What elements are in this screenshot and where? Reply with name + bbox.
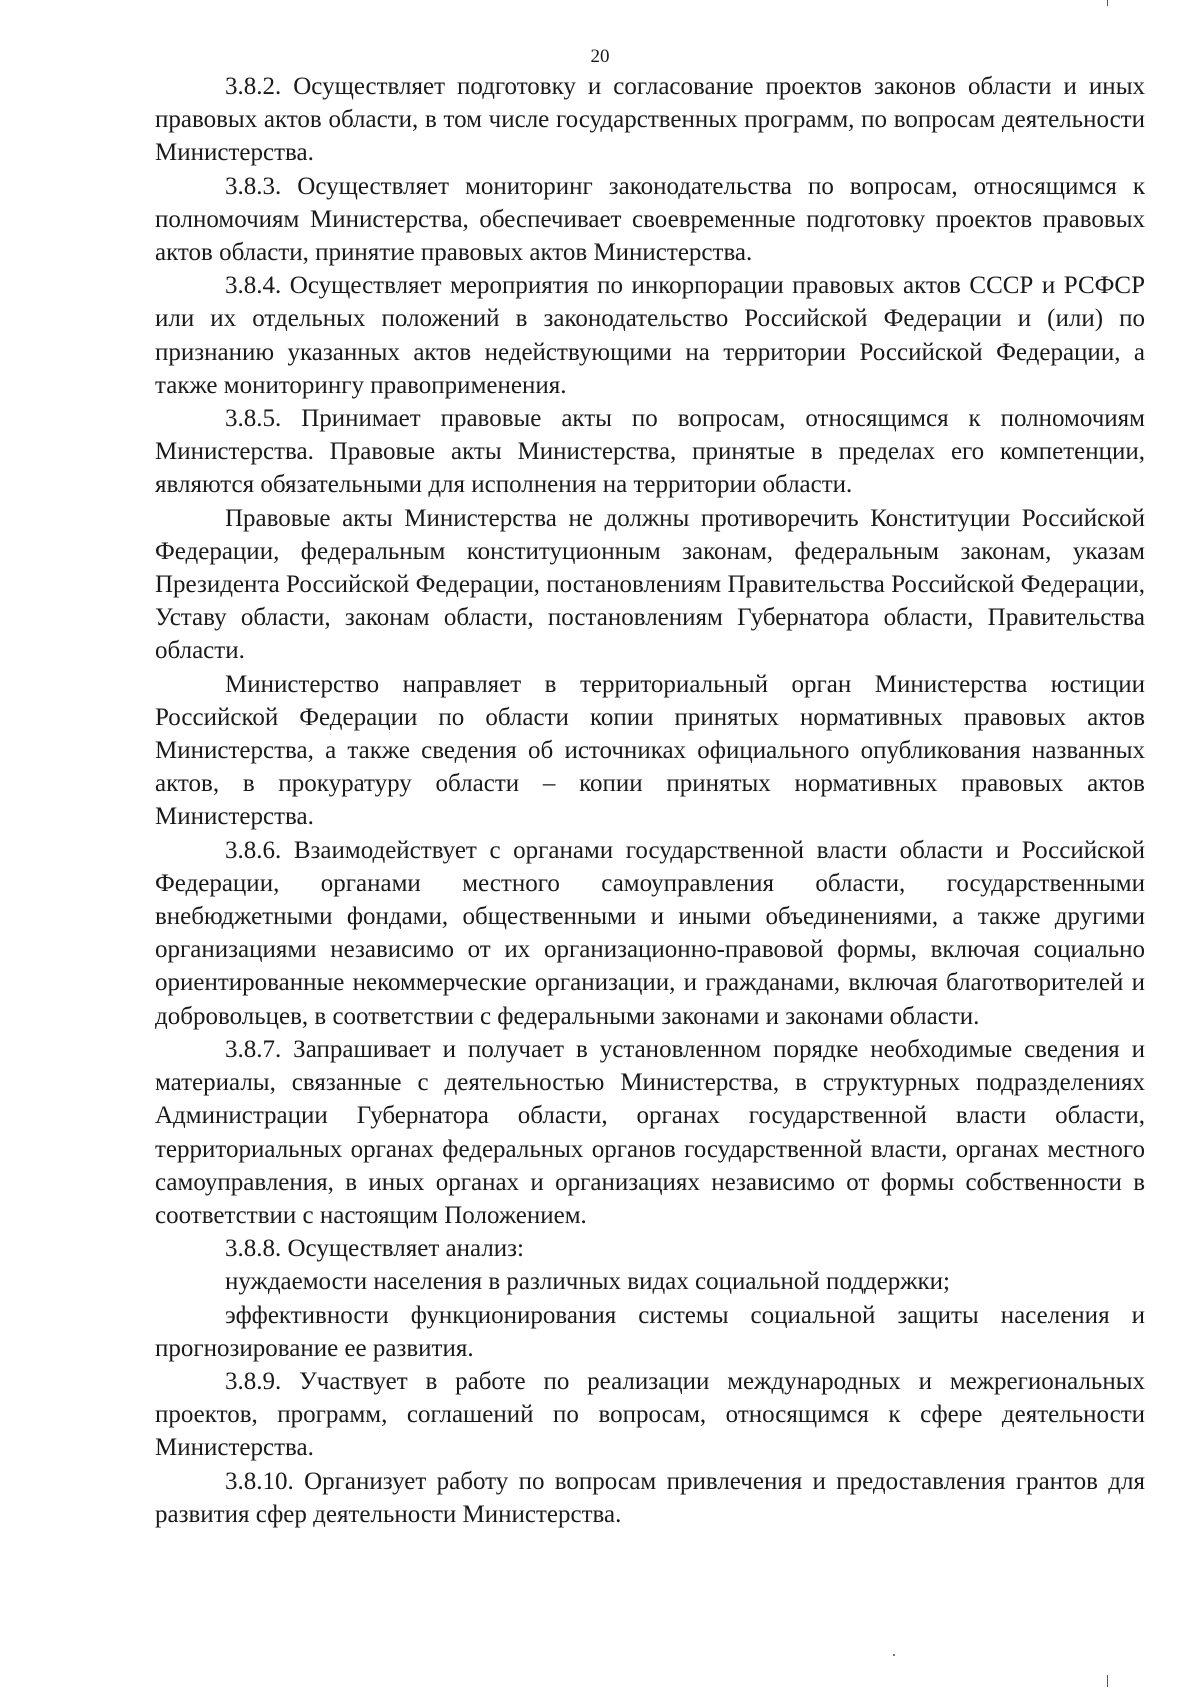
paragraph-legal-acts-compliance: Правовые акты Министерства не должны противоречить Конституции Российской Федерации, федеральным конституционным законам, федеральным законам, указам Президента Российской Федерации, постановлениям Правительства Российской Федерации, Уставу области, законам области, постановлениям Губернатора области, Правительства области. xyxy=(155,504,1145,665)
scan-edge-mark-bottom xyxy=(1107,1675,1108,1687)
scan-speck xyxy=(893,1654,895,1656)
paragraph-3-8-9: 3.8.9. Участвует в работе по реализации международных и межрегиональных проектов, программ, соглашений по вопросам, относящимся к сфере деятельности Министерства. xyxy=(155,1367,1145,1462)
paragraph-3-8-6: 3.8.6. Взаимодействует с органами государственной власти области и Российской Федерации, органами местного самоуправления области, государственными внебюджетными фондами, общественными и иными объединениями, а также другими организациями независимо от их организационно-правовой формы, включая социально ориентированные некоммерческие организации, и гражданами, включая благотворителей и добровольцев, в соответствии с федеральными законами и законами области. xyxy=(155,836,1145,1030)
paragraph-3-8-7: 3.8.7. Запрашивает и получает в установленном порядке необходимые сведения и материалы, связанные с деятельностью Министерства, в структурных подразделениях Администрации Губернатора области, органах государственной власти области, территориальных органах федеральных органов государственной власти, органах местного самоуправления, в иных органах и организациях независимо от формы собственности в соответствии с настоящим Положением. xyxy=(155,1035,1145,1229)
document-body xyxy=(155,70,1145,1531)
paragraph-3-8-8: 3.8.8. Осуществляет анализ: xyxy=(225,1235,524,1263)
paragraph-3-8-8-item-need: нуждаемости населения в различных видах социальной поддержки; xyxy=(225,1268,950,1296)
paragraph-copies-to-justice: Министерство направляет в территориальный орган Министерства юстиции Российской Федерации по области копии принятых нормативных правовых актов Министерства, а также сведения об источниках официального опубликования названных актов, в прокуратуру области – копии принятых нормативных правовых актов Министерства. xyxy=(155,670,1145,831)
paragraph-3-8-2: 3.8.2. Осуществляет подготовку и согласование проектов законов области и иных правовых актов области, в том числе государственных программ, по вопросам деятельности Министерства. xyxy=(155,73,1145,167)
paragraph-3-8-10: 3.8.10. Организует работу по вопросам привлечения и предоставления грантов для развития сфер деятельности Министерства. xyxy=(155,1467,1145,1528)
scan-edge-mark-top xyxy=(1107,0,1108,6)
page-number: 20 xyxy=(590,46,610,67)
paragraph-3-8-8-item-efficiency: эффективности функционирования системы социальной защиты населения и прогнозирование ее развития. xyxy=(155,1301,1145,1362)
paragraph-3-8-5: 3.8.5. Принимает правовые акты по вопросам, относящимся к полномочиям Министерства. Правовые акты Министерства, принятые в пределах его компетенции, являются обязательными для исполнения на территории области. xyxy=(155,405,1145,499)
paragraph-3-8-4: 3.8.4. Осуществляет мероприятия по инкорпорации правовых актов СССР и РСФСР или их отдельных положений в законодательство Российской Федерации и (или) по признанию указанных актов недействующими на территории Российской Федерации, а также мониторингу правоприменения. xyxy=(155,272,1145,399)
paragraph-3-8-3: 3.8.3. Осуществляет мониторинг законодательства по вопросам, относящимся к полномочиям Министерства, обеспечивает своевременные подготовку проектов правовых актов области, принятие правовых актов Министерства. xyxy=(155,172,1145,267)
